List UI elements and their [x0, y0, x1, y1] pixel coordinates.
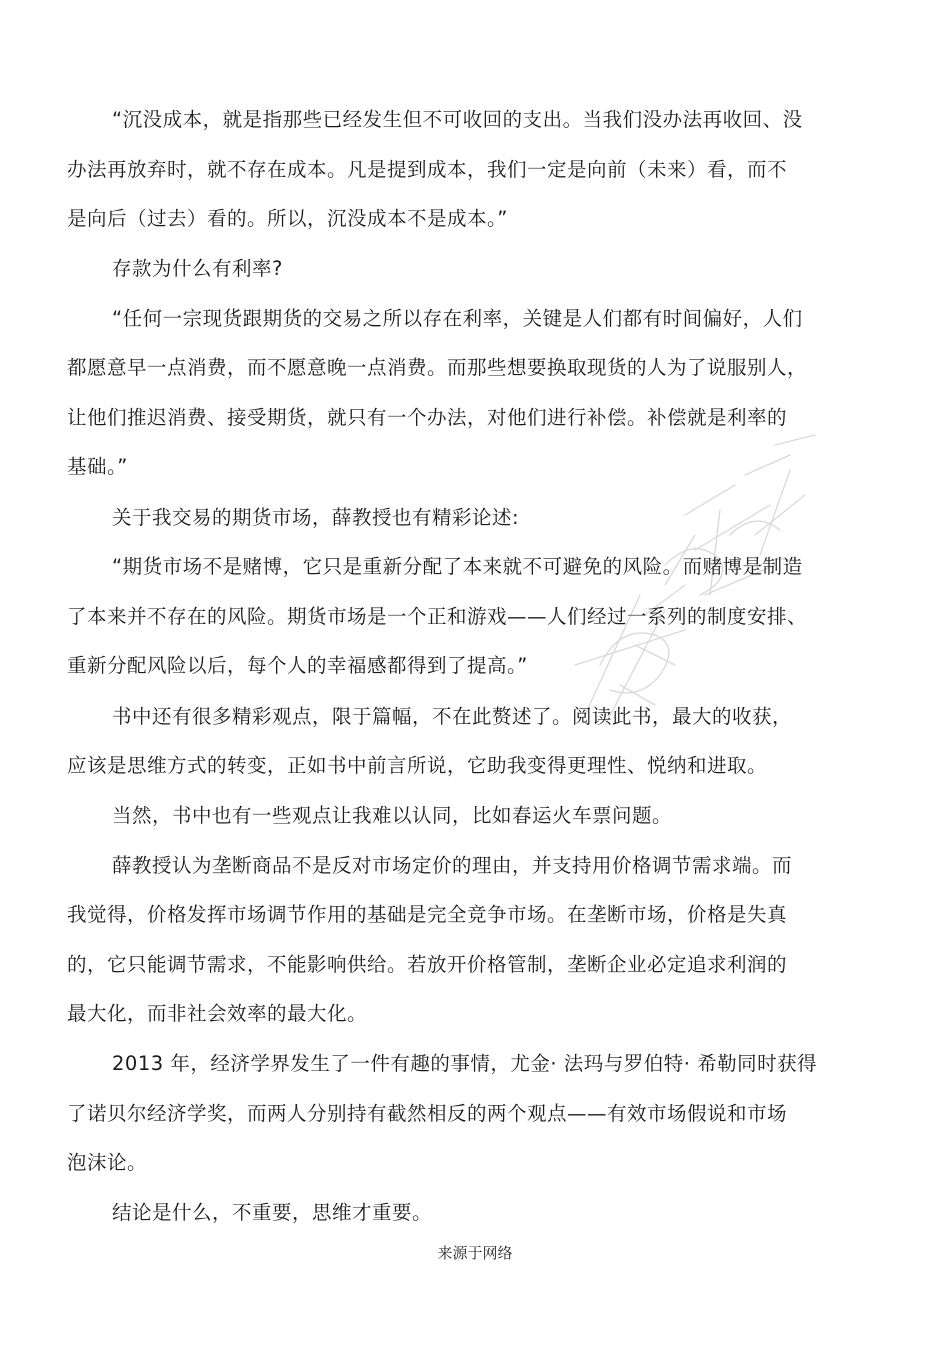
- source-footer: 来源于网络: [437, 1244, 513, 1262]
- paragraph-5-line-1: 书中还有很多精彩观点，限于篇幅，不在此赘述了。阅读此书，最大的收获，: [112, 705, 793, 728]
- paragraph-2-line-3: 让他们推迟消费、接受期货，就只有一个办法，对他们进行补偿。补偿就是利率的: [67, 406, 788, 429]
- conclusion-line: 结论是什么，不重要，思维才重要。: [112, 1201, 433, 1224]
- paragraph-5-line-2: 应该是思维方式的转变，正如书中前言所说，它助我变得更理性、悦纳和进取。: [67, 754, 768, 777]
- paragraph-8-line-1: 2013 年，经济学界发生了一件有趣的事情，尤金· 法玛与罗伯特· 希勒同时获得: [112, 1052, 818, 1075]
- paragraph-7-line-3: 的，它只能调节需求，不能影响供给。若放开价格管制，垄断企业必定追求利润的: [67, 953, 788, 976]
- paragraph-3-line-1: 关于我交易的期货市场，薛教授也有精彩论述:: [112, 506, 520, 529]
- paragraph-2-line-1: “任何一宗现货跟期货的交易之所以存在利率，关键是人们都有时间偏好，人们: [112, 307, 803, 330]
- paragraph-2-line-2: 都愿意早一点消费，而不愿意晚一点消费。而那些想要换取现货的人为了说服别人，: [67, 356, 808, 379]
- paragraph-7-line-4: 最大化，而非社会效率的最大化。: [67, 1002, 368, 1025]
- paragraph-1-line-1: “沉没成本，就是指那些已经发生但不可收回的支出。当我们没办法再收回、没: [112, 108, 803, 131]
- paragraph-4-line-3: 重新分配风险以后，每个人的幸福感都得到了提高。”: [67, 654, 528, 677]
- paragraph-7-line-1: 薛教授认为垄断商品不是反对市场定价的理由，并支持用价格调节需求端。而: [112, 854, 793, 877]
- paragraph-6-line-1: 当然，书中也有一些观点让我难以认同，比如春运火车票问题。: [112, 804, 673, 827]
- heading-question: 存款为什么有利率?: [112, 257, 283, 280]
- paragraph-1-line-2: 办法再放弃时，就不存在成本。凡是提到成本，我们一定是向前（未来）看，而不: [67, 158, 788, 181]
- paragraph-8-line-2: 了诺贝尔经济学奖，而两人分别持有截然相反的两个观点——有效市场假说和市场: [67, 1102, 788, 1125]
- paragraph-1-line-3: 是向后（过去）看的。所以，沉没成本不是成本。”: [67, 207, 508, 230]
- paragraph-2-line-4: 基础。”: [67, 455, 128, 478]
- paragraph-7-line-2: 我觉得，价格发挥市场调节作用的基础是完全竞争市场。在垄断市场，价格是失真: [67, 903, 788, 926]
- paragraph-8-line-3: 泡沫论。: [67, 1151, 148, 1174]
- paragraph-4-line-1: “期货市场不是赌博，它只是重新分配了本来就不可避免的风险。而赌博是制造: [112, 555, 803, 578]
- paragraph-4-line-2: 了本来并不存在的风险。期货市场是一个正和游戏——人们经过一系列的制度安排、: [67, 605, 808, 628]
